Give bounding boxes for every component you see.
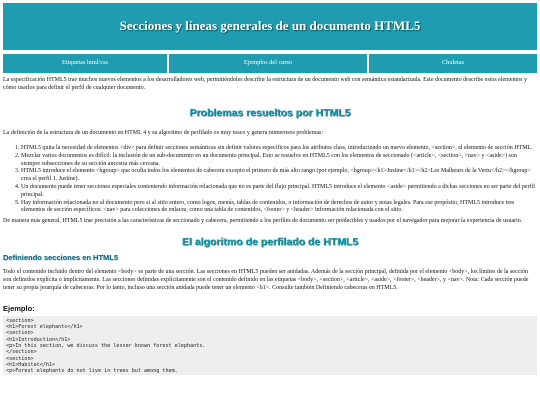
list-item: 3. HTML5 introduce el elemento <hgroup> que oculta todos los elementos de cabecera excepto el primero de más alto rango (por ejemplo, <hgroup><h1>Justine</h1><h2>Les Malheurs de la Vertu</h2></hgroup> crea el perfil 1. Justine). [21,168,537,184]
nav-item-etiquetas[interactable]: Etiquetas html/css [3,54,167,73]
main-nav [3,54,537,73]
section-algorithm-title: El algoritmo de perfilado de HTML5 [181,236,359,248]
list-item: 2. Mezclar varios documentos es difícil: la inclusión de un sub-documento en un documento principal. Esto se resuelve en HTML5 con los elementos de seccionado (<article>, <section>, <nav> y <aside>) son siempre subsecciones de su sección ancestra más cercana. [21,153,537,169]
problems-outro: De manera más general, HTML5 trae precisión a las características de seccionado y cabecera, permitiendo a los perfiles de documento ser predecibles y usados por el navegador para mejorar la experiencia de usuario. [3,218,523,225]
list-item: 1. HTML5 quita la necesidad de elementos <div> para definir secciones semánticas sin definir valores específicos para los atributos class, introduciendo un nuevo elemento, <section>, el elemento de sección HTML. [21,145,537,153]
problems-lead: La definición de la estructura de un documento en HTML 4 y su algoritmo de perfilado es muy tosco y genera numerosos problemas: [3,130,324,137]
problems-list [3,145,537,215]
intro-paragraph: La especificación HTML5 trae muchos nuevos elementos a los desarrolladores web, permitiéndoles describir la estructura de un documento web con semántica estandarizada. Este documento describe estos elementos y cómo usarlos para definir el perfil de cualquier documento. [3,77,527,91]
page-title: Secciones y líneas generales de un documento HTML5 [119,18,421,34]
page-header [3,3,537,50]
example-label: Ejemplo: [3,303,35,313]
list-item: 5. Hay información relacionada no al documento pero si al sitio entero, como logos, menús, tablas de contenidos, o información de derechos de autor y notas legales. Para ese propósito, HTML5 introduce tres elementos de sección específicos: <nav> para colecciones de enlaces, como una tabla de contenidos, <footer> y <header> información relacionada con el sitio. [21,200,537,216]
nav-item-chuletas[interactable]: Chuletas [369,54,537,73]
sections-body: Todo el contenido incluido dentro del elemento <body> es parte de una sección. Las secciones en HTML5 pueden ser anidadas. Además de la sección principal, definida por el elemento <body>, los límites de la sección son definidos explícita o implícitamente. Las secciones definidas explícitamente son el contenido definido en las etiquetas <body>, <section>, <article>, <aside>, <footer>, <header>, y <nav>. Nota: Cada sección puede tener su propia jerarquía de cabeceras. Por lo tanto, incluso una sección anidada puede tener un elemento <h1>. Consulte también Definiendo cabeceras en HTML5. [3,269,529,291]
defining-sections-heading: Definiendo secciones en HTML5 [3,252,119,262]
main-content [3,77,537,375]
list-item: 4. Un documento puede tener secciones especiales conteniendo información relacionada que no es parte del flujo principal. HTML5 introduce el elemento <aside> permitiendo a dichas secciones no ser parte del perfil principal. [21,184,537,200]
nav-item-ejemplos[interactable]: Ejemplos del curso [169,54,367,73]
code-example: <section> <h1>Forest elephants</h1> <section> <h1>Introduction</h1> <p>In this section, we discuss the lesser known forest elephants. </section> <section> <h1>Habitat</h1> <p>Forest elephants do not live in trees but among them. [3,316,537,375]
section-problems-title: Problemas resueltos por HTML5 [189,106,351,119]
